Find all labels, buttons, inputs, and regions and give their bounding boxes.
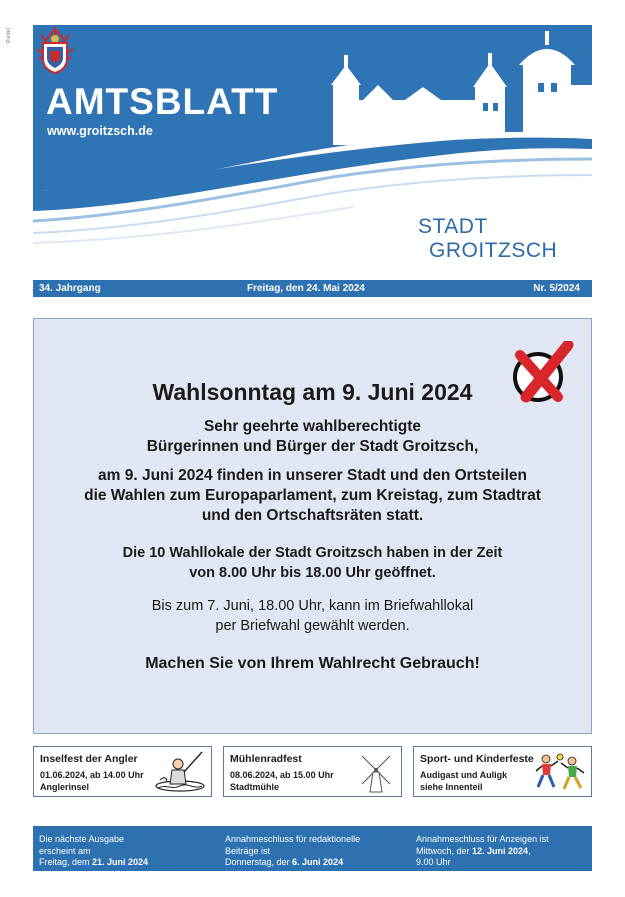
polling-line: von 8.00 Uhr bis 18.00 Uhr geöffnet. [189, 565, 436, 581]
event-location: Stadtmühle [230, 782, 280, 792]
event-box-inselfest[interactable] [33, 746, 212, 797]
coat-of-arms-icon [33, 25, 77, 75]
footer-line: Annahmeschluss für Anzeigen ist [416, 834, 549, 844]
next-issue-date: 21. Juni 2024 [92, 857, 149, 867]
event-date: 01.06.2024, ab 14.00 Uhr [40, 770, 144, 780]
footer-comma: , [528, 845, 531, 856]
website-link[interactable]: www.groitzsch.de [47, 124, 153, 138]
children-playing-icon [534, 751, 588, 793]
footer-line: Beiträge ist [225, 845, 271, 856]
polling-line: Die 10 Wahllokale der Stadt Groitzsch haben in der Zeit [122, 545, 503, 561]
event-location: Anglerinsel [40, 782, 90, 792]
issue-number: Nr. 5/2024 [533, 283, 580, 294]
event-date: 08.06.2024, ab 15.00 Uhr [230, 770, 334, 780]
event-box-sportfeste[interactable] [413, 746, 592, 797]
postal-line: Bis zum 7. Juni, 18.00 Uhr, kann im Briefwahllokal [151, 598, 474, 614]
announcement-line: und den Ortschaftsräten statt. [201, 507, 424, 524]
event-box-muehlenradfest[interactable] [223, 746, 402, 797]
footer-line: Die nächste Ausgabe [39, 834, 125, 844]
editorial-deadline-date: 6. Juni 2024 [292, 857, 344, 867]
salutation-line: Sehr geehrte wahlberechtigte [203, 418, 422, 435]
election-notice-panel [33, 318, 592, 734]
announcement-line: die Wahlen zum Europaparlament, zum Kreistag, zum Stadtrat [84, 487, 541, 504]
footer-line: Annahmeschluss für redaktionelle [225, 834, 361, 844]
election-announcement [34, 466, 591, 526]
footer-line: Freitag, dem [39, 857, 93, 867]
logo-groitzsch: GROITZSCH [429, 239, 558, 262]
salutation-line: Bürgerinnen und Bürger der Stadt Groitzsch, [146, 438, 479, 455]
ads-deadline-info [416, 834, 549, 869]
angler-icon [152, 750, 208, 794]
event-title: Mühlenradfest [230, 753, 302, 765]
issue-info-bar [33, 280, 592, 297]
logo-stadt: STADT [418, 215, 488, 238]
event-info: siehe Innenteil [420, 782, 483, 792]
postal-line: per Briefwahl gewählt werden. [215, 618, 410, 634]
footer-line: 9.00 Uhr [416, 857, 451, 867]
ads-deadline-date: 12. Juni 2024 [472, 845, 529, 856]
deadlines-footer [33, 826, 592, 871]
footer-line: Donnerstag, der [225, 857, 293, 867]
footer-line: Mittwoch, der [416, 845, 473, 856]
salutation [34, 417, 591, 457]
event-location: Audigast und Auligk [420, 770, 508, 780]
voting-appeal: Machen Sie von Ihrem Wahlrecht Gebrauch! [145, 655, 480, 672]
announcement-line: am 9. Juni 2024 finden in unserer Stadt und den Ortsteilen [98, 467, 527, 484]
masthead-title: AMTSBLATT [46, 81, 279, 122]
event-title: Sport- und Kinderfeste [420, 753, 534, 765]
editorial-deadline-info [225, 834, 360, 869]
issue-date: Freitag, den 24. Mai 2024 [247, 283, 365, 294]
election-headline: Wahlsonntag am 9. Juni 2024 [152, 379, 473, 405]
event-title: Inselfest der Angler [40, 753, 138, 765]
footer-line: erscheint am [39, 845, 91, 856]
side-imprint-tag: Riedel [6, 28, 12, 44]
polling-hours [34, 543, 591, 583]
masthead [33, 25, 592, 277]
volume-label: 34. Jahrgang [39, 283, 101, 294]
next-issue-info [39, 834, 148, 869]
postal-vote-info [34, 596, 591, 636]
windmill-icon [358, 750, 394, 794]
